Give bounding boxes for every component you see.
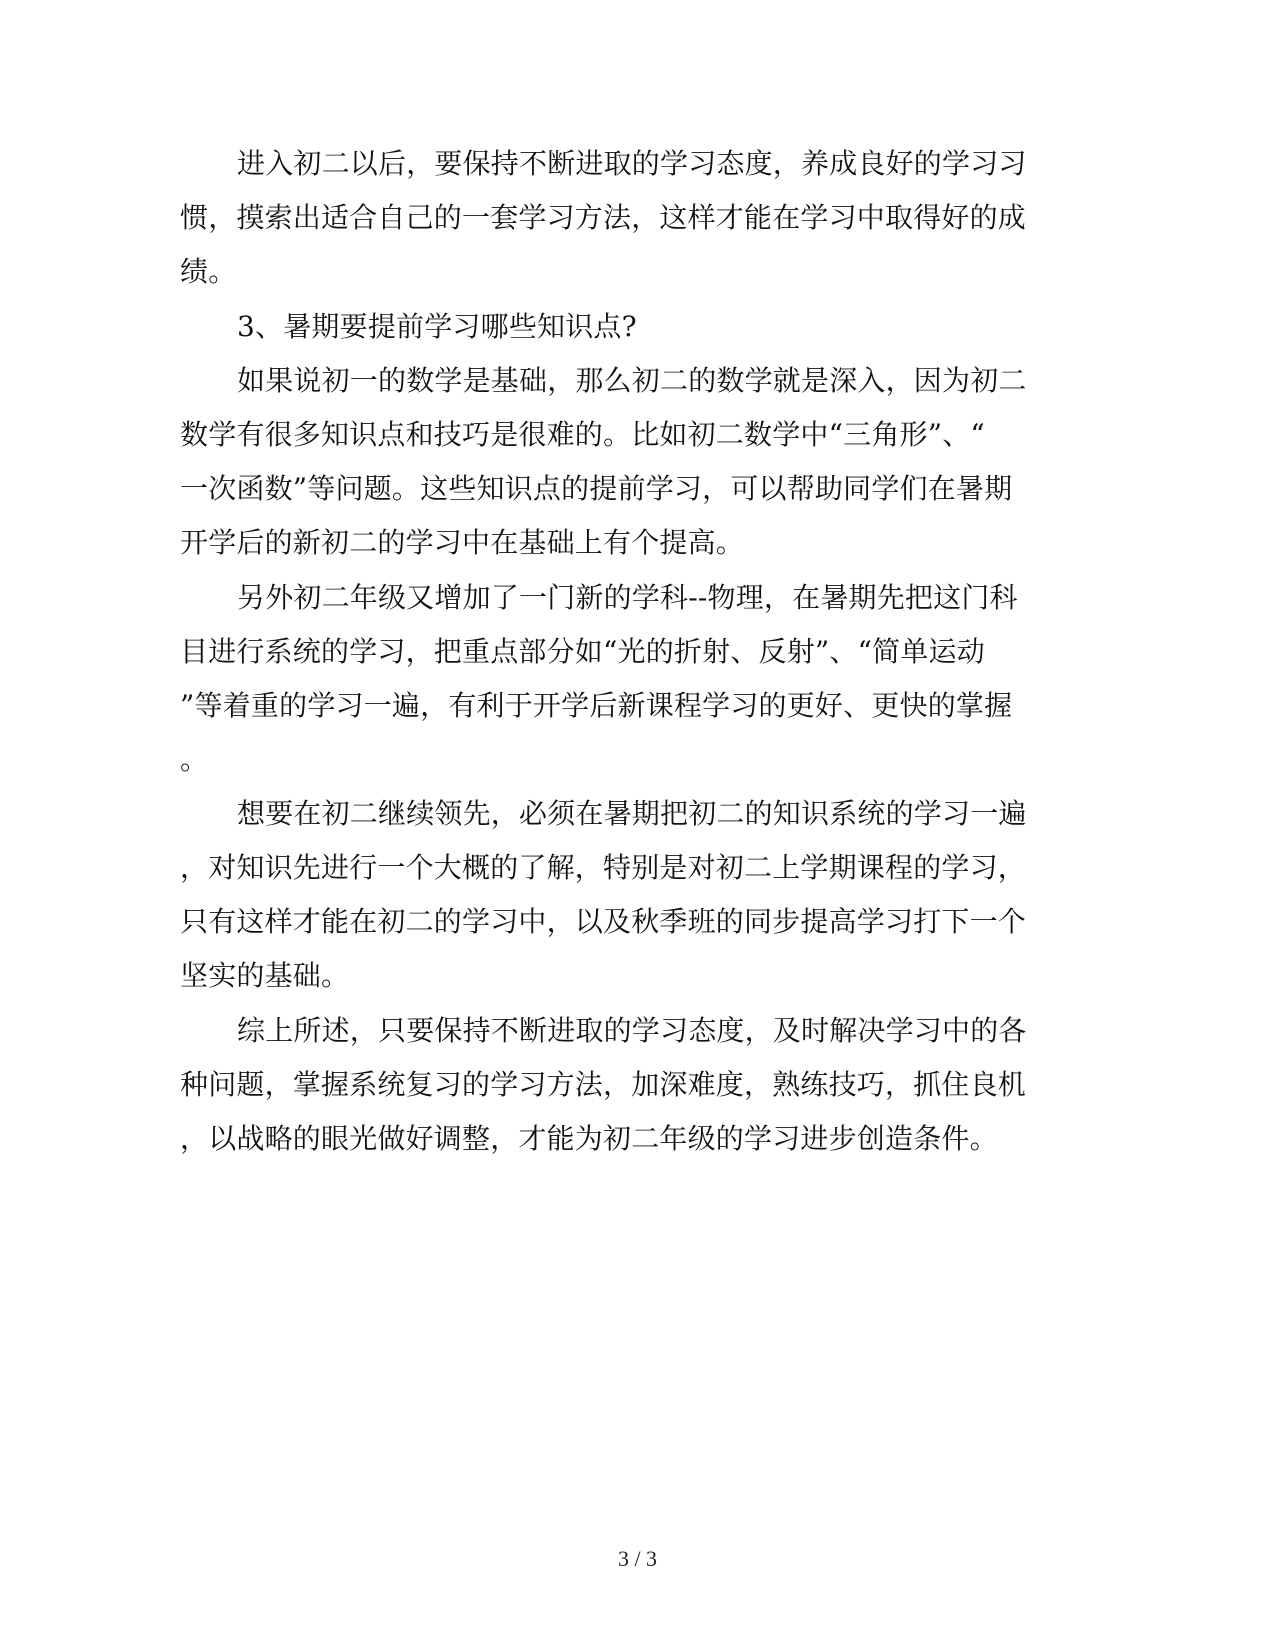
paragraph-4-line-4: 。 [180, 743, 209, 776]
page-number: 3 / 3 [617, 1546, 658, 1571]
paragraph-4-line-2: 目进行系统的学习，把重点部分如“光的折射、反射”、“简单运动 [180, 635, 985, 668]
paragraph-5-line-4: 坚实的基础。 [180, 959, 350, 992]
paragraph-4-line-1: 另外初二年级又增加了一门新的学科--物理，在暑期先把这门科 [237, 581, 1018, 614]
paragraph-5-line-1: 想要在初二继续领先，必须在暑期把初二的知识系统的学习一遍 [237, 797, 1027, 830]
paragraph-6-line-1: 综上所述，只要保持不断进取的学习态度，及时解决学习中的各 [237, 1014, 1027, 1047]
paragraph-1-line-3: 绩。 [180, 255, 237, 288]
paragraph-5-line-2: ，对知识先进行一个大概的了解，特别是对初二上学期课程的学习， [180, 851, 1027, 884]
paragraph-3-line-4: 开学后的新初二的学习中在基础上有个提高。 [180, 526, 745, 559]
paragraph-3-line-1: 如果说初一的数学是基础，那么初二的数学就是深入，因为初二 [237, 364, 1027, 397]
paragraph-1-line-1: 进入初二以后，要保持不断进取的学习态度，养成良好的学习习 [237, 147, 1027, 180]
paragraph-3-line-2: 数学有很多知识点和技巧是很难的。比如初二数学中“三角形”、“ [180, 418, 985, 451]
paragraph-1-line-2: 惯，摸索出适合自己的一套学习方法，这样才能在学习中取得好的成 [180, 201, 1027, 234]
paragraph-6-line-3: ，以战略的眼光做好调整，才能为初二年级的学习进步创造条件。 [180, 1122, 998, 1155]
paragraph-3-line-3: 一次函数”等问题。这些知识点的提前学习，可以帮助同学们在暑期 [180, 472, 1013, 505]
paragraph-4-line-3: ”等着重的学习一遍，有利于开学后新课程学习的更好、更快的掌握 [180, 689, 1013, 722]
paragraph-5-line-3: 只有这样才能在初二的学习中，以及秋季班的同步提高学习打下一个 [180, 905, 1027, 938]
section-heading: 3、暑期要提前学习哪些知识点? [237, 310, 637, 343]
paragraph-6-line-2: 种问题，掌握系统复习的学习方法，加深难度，熟练技巧，抓住良机 [180, 1068, 1027, 1101]
